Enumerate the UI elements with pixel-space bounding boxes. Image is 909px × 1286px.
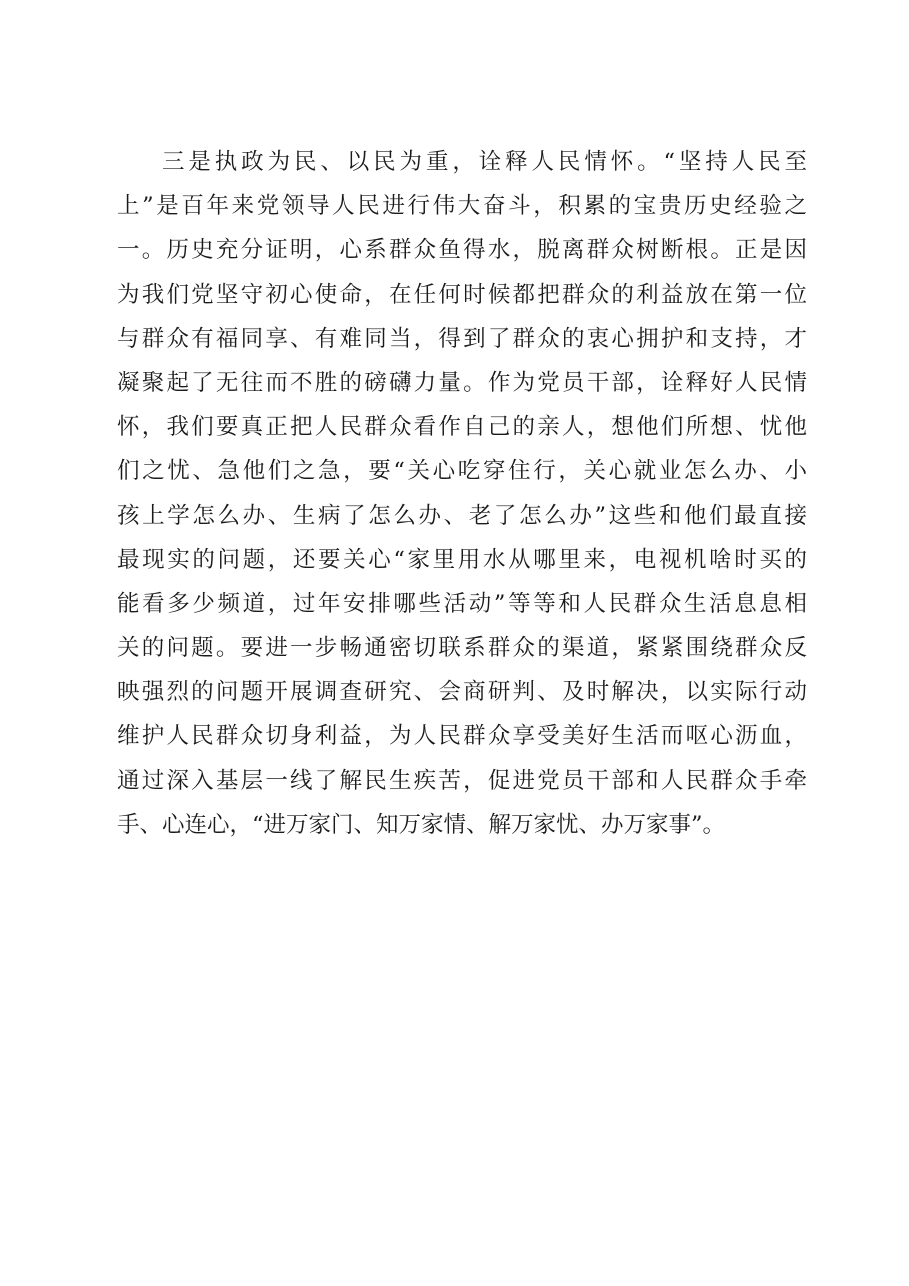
paragraph-line: 能看多少频道，过年安排哪些活动”等等和人民群众生活息息相 [117,590,807,617]
paragraph-line: 映强烈的问题开展调查研究、会商研判、及时解决，以实际行动 [117,679,807,706]
paragraph-line: 怀，我们要真正把人民群众看作自己的亲人，想他们所想、忧他 [117,414,807,441]
paragraph-line: 关的问题。要进一步畅通密切联系群众的渠道，紧紧围绕群众反 [117,635,807,662]
paragraph-line: 三是执政为民、以民为重，诠释人民情怀。“坚持人民至 [162,149,807,175]
paragraph-line: 孩上学怎么办、生病了怎么办、老了怎么办”这些和他们最直接 [117,502,807,529]
paragraph-line: 为我们党坚守初心使命，在任何时候都把群众的利益放在第一位 [117,281,807,308]
paragraph-line: 与群众有福同享、有难同当，得到了群众的衷心拥护和支持，才 [117,325,807,352]
paragraph-line: 们之忧、急他们之急，要“关心吃穿住行，关心就业怎么办、小 [117,458,807,485]
body-paragraph [117,140,807,847]
paragraph-line: 维护人民群众切身利益，为人民群众享受美好生活而呕心沥血， [117,723,807,750]
paragraph-line: 凝聚起了无往而不胜的磅礴力量。作为党员干部，诠释好人民情 [117,369,807,396]
paragraph-line: 上”是百年来党领导人民进行伟大奋斗，积累的宝贵历史经验之 [117,193,807,220]
paragraph-line: 最现实的问题，还要关心“家里用水从哪里来，电视机啥时买的 [117,546,807,573]
paragraph-line: 手、心连心，“进万家门、知万家情、解万家忧、办万家事”。 [117,811,726,838]
paragraph-line: 一。历史充分证明，心系群众鱼得水，脱离群众树断根。正是因 [117,237,807,264]
paragraph-line: 通过深入基层一线了解民生疾苦，促进党员干部和人民群众手牵 [117,767,807,794]
